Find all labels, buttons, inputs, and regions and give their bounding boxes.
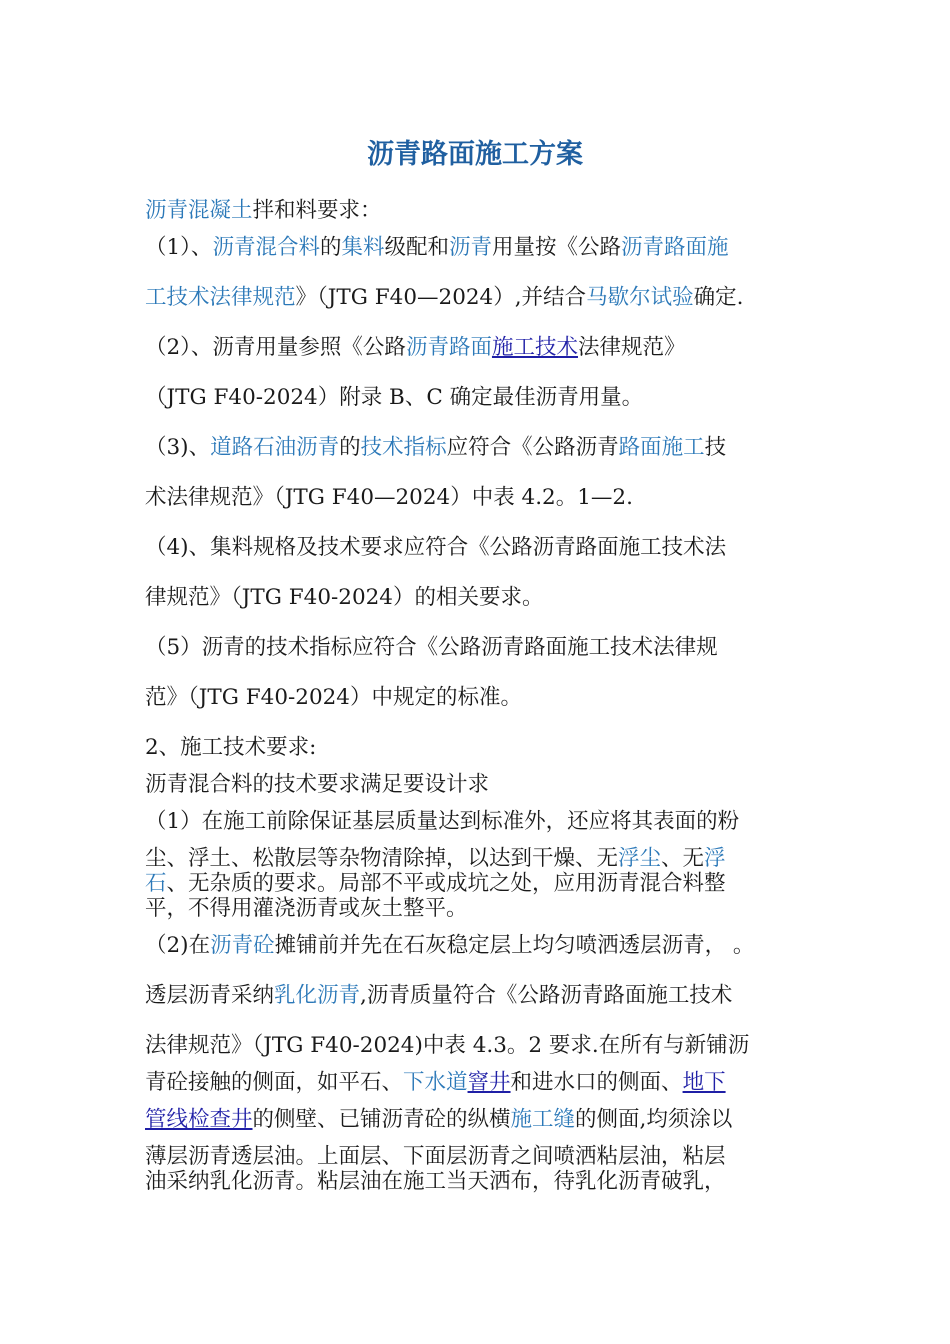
text-segment: 的侧面,均须涂以 [575, 1107, 733, 1132]
text-segment: 、无杂质的要求。局部不平或成坑之处，应用沥青混合料整 [166, 871, 726, 896]
highlighted-term: 施工缝 [510, 1107, 576, 1132]
highlighted-term: 沥青 [449, 235, 493, 260]
highlighted-term: 沥青路面施 [621, 235, 729, 260]
highlighted-term: 浮 [704, 846, 726, 871]
text-segment: 的 [319, 235, 342, 260]
text-line [145, 896, 825, 922]
text-segment: 》（JTG F40—2024）,并结合 [295, 285, 587, 310]
text-link[interactable]: 管线检查井 [145, 1107, 253, 1132]
text-segment: 应符合《公路沥青 [446, 435, 619, 460]
text-segment: 平，不得用灌浇沥青或灰土整平。 [145, 896, 468, 921]
text-line [145, 983, 825, 1009]
text-segment: 油采纳乳化沥青。粘层油在施工当天洒布，待乳化沥青破乳， [145, 1169, 726, 1194]
text-link[interactable]: 地下 [682, 1070, 726, 1095]
text-line [145, 846, 825, 872]
highlighted-term: 技术指标 [360, 435, 447, 460]
highlighted-term: 浮尘 [618, 846, 662, 871]
text-line [145, 1070, 825, 1096]
highlighted-term: 石 [145, 871, 167, 896]
text-segment: （3)、 [145, 435, 211, 460]
text-line [145, 772, 825, 798]
text-line [145, 735, 825, 761]
text-segment: 和进水口的侧面、 [510, 1070, 683, 1095]
highlighted-term: 沥青混合料 [212, 235, 320, 260]
text-segment: 薄层沥青透层油。上面层、下面层沥青之间喷洒粘层油，粘层 [145, 1144, 726, 1169]
text-segment: 尘、浮土、松散层等杂物清除掉，以达到干燥、无 [145, 846, 619, 871]
highlighted-term: 工技术法律规范 [145, 285, 296, 310]
text-segment: （1）在施工前除保证基层质量达到标准外，还应将其表面的粉 [145, 809, 740, 834]
text-segment: （2）、沥青用量参照《公路 [145, 335, 406, 360]
text-link[interactable]: 窨井 [467, 1070, 511, 1095]
highlighted-term: 沥青砼 [210, 933, 275, 958]
text-segment: 的 [339, 435, 361, 460]
text-line [145, 385, 825, 411]
text-segment: ,沥青质量符合《公路沥青路面施工技术 [360, 983, 733, 1008]
text-segment: 确定. [693, 285, 744, 310]
highlighted-term: 下水道 [403, 1070, 468, 1095]
highlighted-term: 路面施工 [618, 435, 705, 460]
document-title: 沥青路面施工方案 [367, 139, 583, 170]
text-line [145, 635, 825, 661]
text-segment: 术法律规范》（JTG F40—2024）中表 4.2。1—2. [145, 485, 633, 510]
text-line [145, 1144, 825, 1170]
text-segment: 沥青混合料的技术要求满足要设计求 [145, 772, 490, 797]
text-segment: 的侧壁、已铺沥青砼的纵横 [252, 1107, 511, 1132]
text-segment: 技 [704, 435, 727, 460]
highlighted-term: 马歇尔试验 [586, 285, 694, 310]
text-segment: （5）沥青的技术指标应符合《公路沥青路面施工技术法律规 [145, 635, 718, 660]
highlighted-term: 道路石油沥青 [210, 435, 340, 460]
text-line [145, 1107, 825, 1133]
text-segment: （1）、 [145, 235, 213, 260]
highlighted-term: 沥青混凝土 [145, 198, 253, 223]
text-link[interactable]: 施工技术 [491, 335, 578, 360]
text-line [145, 335, 825, 361]
text-segment: （JTG F40-2024）附录 B、C 确定最佳沥青用量。 [145, 385, 644, 410]
text-segment: 2、施工技术要求: [145, 735, 317, 760]
text-segment: 法律规范》 [577, 335, 686, 360]
text-line [145, 198, 825, 224]
text-line [145, 585, 825, 611]
highlighted-term: 集料 [341, 235, 385, 260]
text-segment: 级配和 [384, 235, 449, 260]
text-segment: 摊铺前并先在石灰稳定层上均匀喷洒透层沥青， 。 [274, 933, 755, 958]
text-line [145, 1169, 825, 1195]
text-line [145, 485, 825, 511]
highlighted-term: 乳化沥青 [274, 983, 361, 1008]
text-segment: 用量按《公路 [492, 235, 622, 260]
text-line [145, 933, 825, 959]
highlighted-term: 沥青路面 [405, 335, 492, 360]
text-segment: （4)、集料规格及技术要求应符合《公路沥青路面施工技术法 [145, 535, 727, 560]
text-line [145, 871, 825, 897]
text-line [145, 685, 825, 711]
text-line [145, 809, 825, 835]
text-segment: 青砼接触的侧面，如平石、 [145, 1070, 404, 1095]
text-segment: 律规范》（JTG F40-2024）的相关要求。 [145, 585, 544, 610]
text-segment: 范》（JTG F40-2024）中规定的标准。 [145, 685, 522, 710]
text-segment: （2)在 [145, 933, 211, 958]
text-line [145, 435, 825, 461]
text-segment: 拌和料要求： [252, 198, 382, 223]
text-line [145, 1033, 825, 1059]
text-segment: 、无 [661, 846, 705, 871]
text-line [145, 235, 825, 261]
text-line [145, 535, 825, 561]
text-segment: 透层沥青采纳 [145, 983, 275, 1008]
text-segment: 法律规范》（JTG F40-2024)中表 4.3。2 要求.在所有与新铺沥 [145, 1033, 750, 1058]
text-line [145, 285, 825, 311]
